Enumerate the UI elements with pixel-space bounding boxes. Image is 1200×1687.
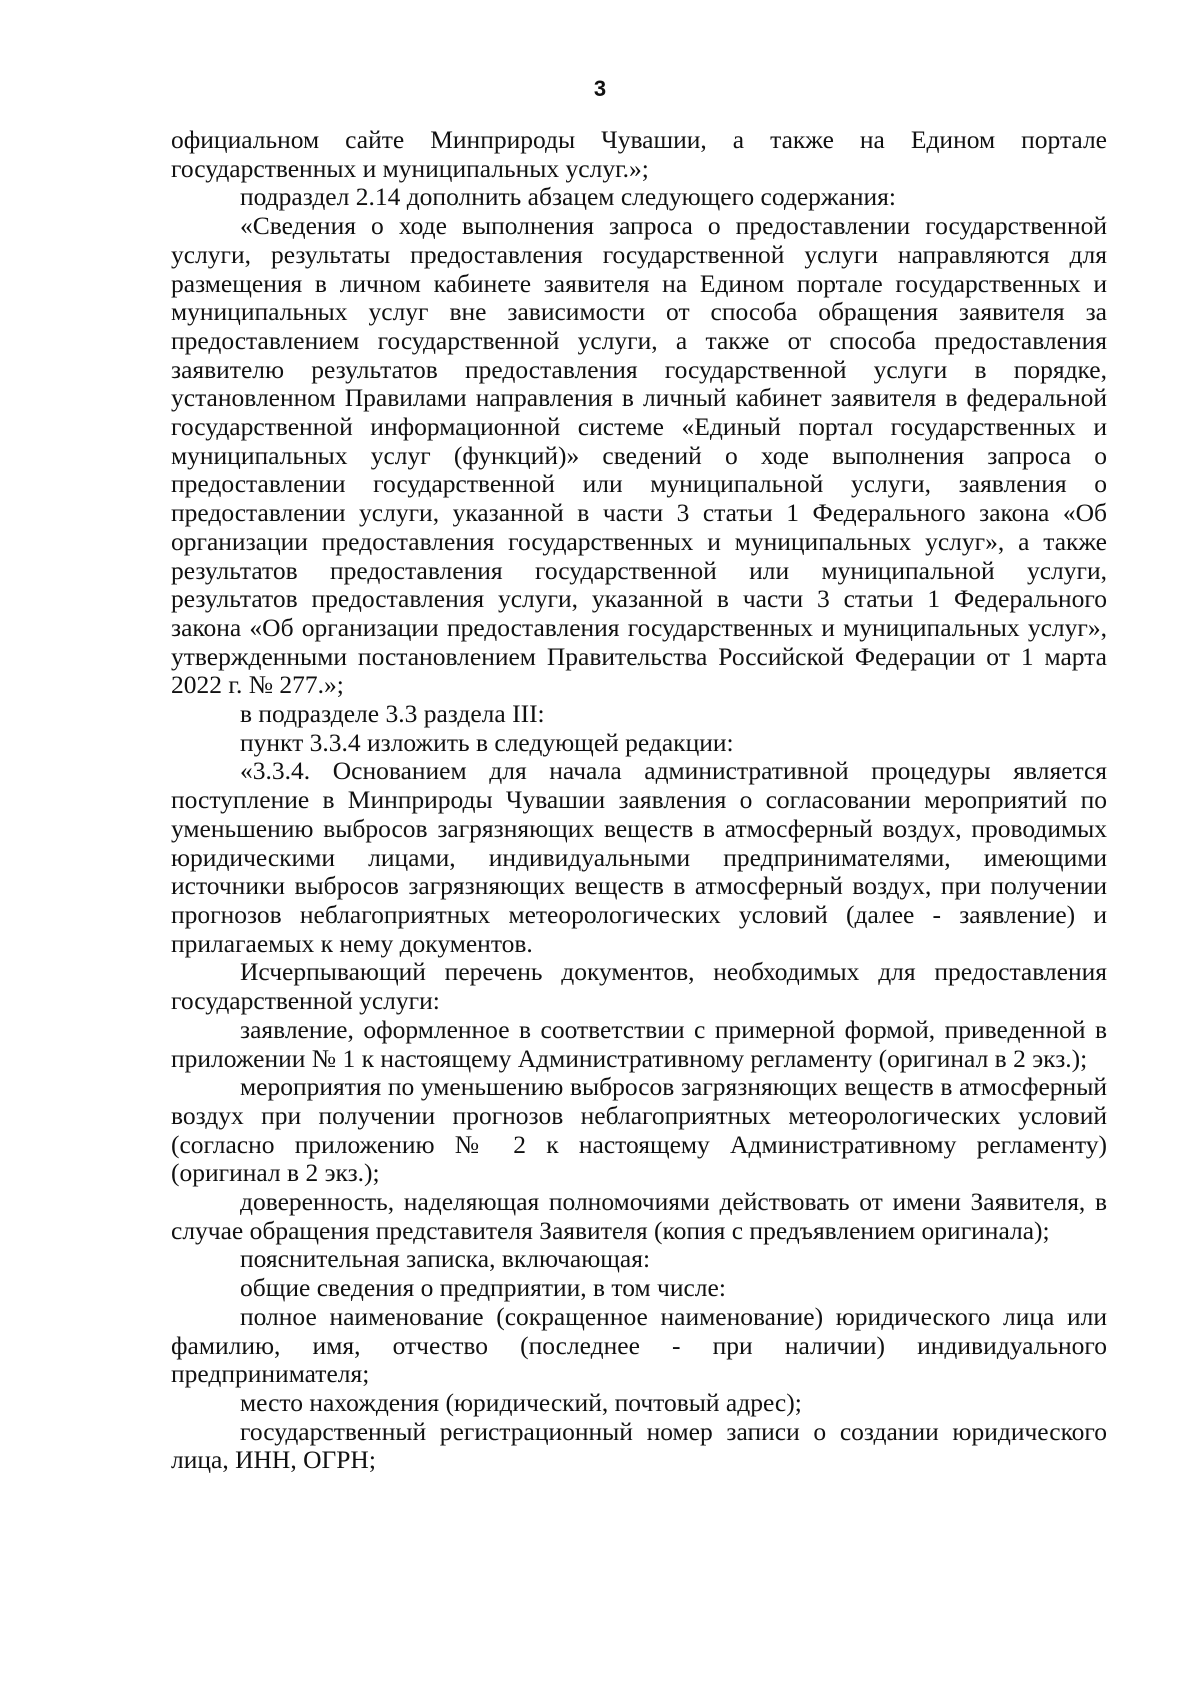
paragraph: пункт 3.3.4 изложить в следующей редакции: [240, 727, 734, 757]
list-item: доверенность, наделяющая полномочиями действовать от имени Заявителя, в случае обращения представителя Заявителя (копия с предъявлением оригинала); [171, 1187, 1107, 1245]
paragraph-quote: «Сведения о ходе выполнения запроса о предоставлении государственной услуги, результаты предоставления государственной услуги направляются для размещения в личном кабинете заявителя на Едином портале государственных и муниципальных услуг вне зависимости от способа обращения заявителя за предоставлением государственной услуги, а также от способа предоставления заявителю результатов предоставления государственной услуги в порядке, установленном Правилами направления в личный кабинет заявителя в федеральной государственной информационной системе «Единый портал государственных и муниципальных услуг (функций)» сведений о ходе выполнения запроса о предоставлении государственной или муниципальной услуги, заявления о предоставлении услуги, указанной в части 3 статьи 1 Федерального закона «Об организации предоставления государственных и муниципальных услуг», а также результатов предоставления государственной или муниципальной услуги, результатов предоставления услуги, указанной в части 3 статьи 1 Федерального закона «Об организации предоставления государственных и муниципальных услуг», утвержденными постановлением Правительства Российской Федерации от 1 марта 2022 г. № 277.»; [171, 211, 1107, 700]
paragraph: в подразделе 3.3 раздела III: [240, 699, 545, 729]
paragraph: подраздел 2.14 дополнить абзацем следующего содержания: [240, 182, 896, 212]
paragraph-quote: «3.3.4. Основанием для начала административной процедуры является поступление в Минприроды Чувашии заявления о согласовании мероприятий по уменьшению выбросов загрязняющих веществ в атмосферный воздух, проводимых юридическими лицами, индивидуальными предпринимателями, имеющими источники выбросов загрязняющих веществ в атмосферный воздух, при получении прогнозов неблагоприятных метеорологических условий (далее - заявление) и прилагаемых к нему документов. [171, 756, 1107, 958]
list-item: место нахождения (юридический, почтовый адрес); [240, 1387, 802, 1417]
list-item: государственный регистрационный номер записи о создании юридического лица, ИНН, ОГРН; [171, 1416, 1107, 1475]
list-item: полное наименование (сокращенное наименование) юридического лица или фамилию, имя, отчество (последнее - при наличии) индивидуального предпринимателя; [171, 1301, 1107, 1389]
paragraph: Исчерпывающий перечень документов, необходимых для предоставления государственной услуги: [171, 957, 1107, 1016]
list-item: пояснительная записка, включающая: [240, 1244, 651, 1274]
page-number: 3 [593, 76, 607, 101]
document-body [171, 126, 1107, 1475]
paragraph-continuation: официальном сайте Минприроды Чувашии, а также на Едином портале государственных и муниципальных услуг.»; [171, 125, 1107, 183]
list-item: заявление, оформленное в соответствии с примерной формой, приведенной в приложении № 1 к настоящему Административному регламенту (оригинал в 2 экз.); [171, 1014, 1107, 1073]
list-item: общие сведения о предприятии, в том числе: [240, 1273, 726, 1303]
list-item: мероприятия по уменьшению выбросов загрязняющих веществ в атмосферный воздух при получении прогнозов неблагоприятных метеорологических условий (согласно приложению № 2 к настоящему Административному регламенту) (оригинал в 2 экз.); [171, 1072, 1107, 1188]
